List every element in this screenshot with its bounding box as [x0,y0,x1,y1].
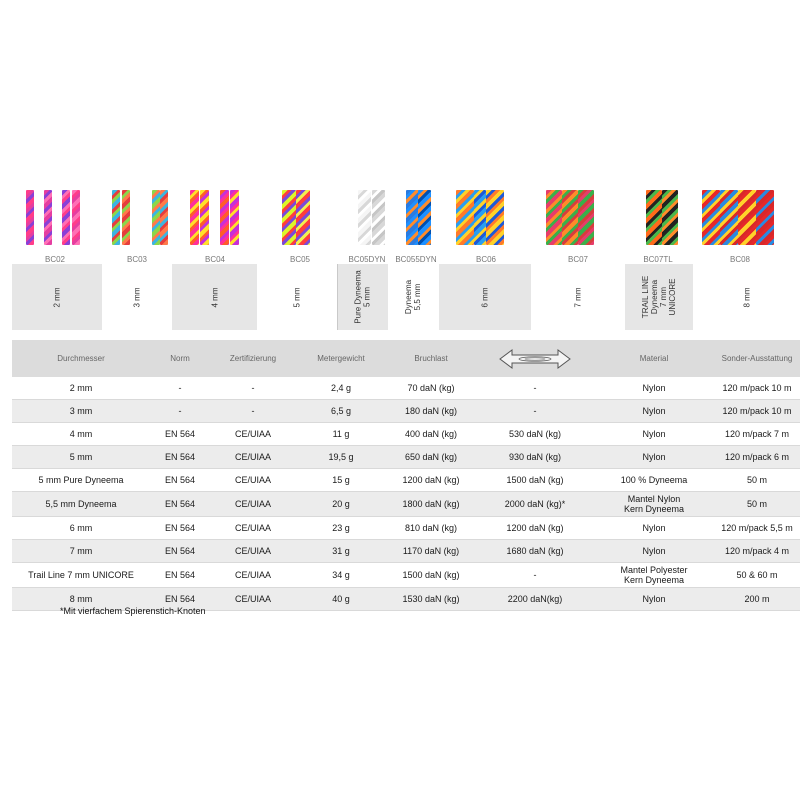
cell-durchmesser [12,446,150,469]
cell-bruchlast [386,563,476,588]
table-row [12,492,800,517]
cell-material [594,377,714,400]
rope-swatch-bc04-strand [220,190,229,245]
cell-text: 120 m/pack 7 m [724,429,790,439]
cell-text: CE/UIAA [234,570,271,580]
cell-text: 2200 daN(kg) [507,594,563,604]
cell-text: Nylon [642,429,666,439]
cell-text: Nylon [642,546,666,556]
cell-durchmesser [12,492,150,517]
cell-material [594,540,714,563]
cell-text: 50 m [746,499,767,509]
rope-swatch-bc08-strand [720,190,738,245]
rope-swatch-bc04-strand [190,190,199,245]
rope-swatch-bc08-strand [756,190,774,245]
cell-durchmesser [12,563,150,588]
cell-zertifizierung [210,423,296,446]
cell-knot-strength [476,400,594,423]
cell-text: 11 g [332,429,350,439]
rope-swatch-bc03-strand [160,190,168,245]
cell-durchmesser [12,469,150,492]
cell-durchmesser [12,517,150,540]
cell-bruchlast [386,469,476,492]
cell-metergewicht [296,446,386,469]
cell-metergewicht [296,469,386,492]
cell-text: 1170 daN (kg) [402,546,460,556]
cell-text: 6,5 g [330,406,352,416]
cell-text: CE/UIAA [234,475,271,485]
diameter-label: 3 mm [132,287,142,307]
cell-metergewicht [296,540,386,563]
cell-text: EN 564 [164,570,196,580]
diameter-label: 2 mm [52,287,62,307]
cell-text: 120 m/pack 5,5 m [721,523,793,533]
rope-swatch-bc04-strand [230,190,239,245]
diameter-label: TRAIL LINE Dyneema 7 mm UNICORE [640,275,677,319]
rope-swatches [0,190,800,245]
cell-text: 1500 daN (kg) [402,570,460,580]
rope-swatch-bc07-strand [578,190,594,245]
cell-sonder-ausstattung [714,563,800,588]
cell-text: Nylon [642,383,666,393]
cell-sonder-ausstattung [714,540,800,563]
cell-material [594,563,714,588]
cell-text: 100 % Dyneema [620,475,688,485]
cell-durchmesser [12,423,150,446]
cell-text: 120 m/pack 10 m [722,406,792,416]
cell-text: CE/UIAA [234,499,271,509]
cell-text: 2,4 g [330,383,352,393]
table-row [12,377,800,400]
cell-norm [150,540,210,563]
cell-text: 120 m/pack 4 m [724,546,790,556]
table-row [12,563,800,588]
cell-knot-strength [476,423,594,446]
double-arrow-knot-icon [498,348,572,370]
cell-knot-strength [476,446,594,469]
diameter-box [337,264,388,330]
header-sonder-ausstattung: Sonder-Ausstattung [714,340,800,377]
cell-text: Nylon [642,406,666,416]
cell-knot-strength [476,469,594,492]
cell-metergewicht [296,423,386,446]
cell-material [594,423,714,446]
diameter-box [257,264,337,330]
cell-text: 180 daN (kg) [404,406,458,416]
rope-code-label: BC03 [126,255,148,264]
table-row [12,446,800,469]
rope-swatch-bc07-strand [562,190,578,245]
cell-text: 1200 daN (kg) [402,475,460,485]
rope-swatch-bc04-strand [200,190,209,245]
diameter-box [531,264,625,330]
diameter-box [625,264,693,330]
rope-swatch-bc05dyn-strand [372,190,385,245]
cell-norm [150,517,210,540]
cell-sonder-ausstattung [714,423,800,446]
cell-bruchlast [386,423,476,446]
cell-text: 15 g [332,475,350,485]
rope-swatch-bc05-strand [296,190,310,245]
table-header-row [12,340,800,377]
cell-material [594,588,714,611]
cell-text: 930 daN (kg) [508,452,562,462]
cell-text: 1680 daN (kg) [506,546,564,556]
cell-text: 70 daN (kg) [407,383,455,393]
cell-text: Mantel Nylon Kern Dyneema [623,494,685,514]
cell-text: 40 g [332,594,350,604]
cell-sonder-ausstattung [714,400,800,423]
cell-durchmesser [12,377,150,400]
rope-code-label: BC02 [44,255,66,264]
header-durchmesser: Durchmesser [12,340,150,377]
cell-text: EN 564 [164,546,196,556]
cell-durchmesser [12,400,150,423]
diameter-label: 7 mm [573,287,583,307]
cell-text: 5 mm [69,452,93,462]
diameter-box [439,264,531,330]
cell-text: 23 g [332,523,350,533]
cell-text: 6 mm [69,523,93,533]
cell-sonder-ausstattung [714,469,800,492]
cell-sonder-ausstattung [714,446,800,469]
diameter-label: Pure Dyneema 5 mm [354,270,373,324]
cell-zertifizierung [210,400,296,423]
diameter-label: 6 mm [480,287,490,307]
cell-text: 810 daN (kg) [404,523,458,533]
cell-sonder-ausstattung [714,588,800,611]
cell-text: - [251,406,255,416]
header-knot-strength [476,340,594,377]
cell-text: 530 daN (kg) [508,429,562,439]
header-bruchlast: Bruchlast [386,340,476,377]
cell-norm [150,469,210,492]
rope-swatch-bc06-strand [456,190,474,245]
rope-code-label: BC05 [289,255,311,264]
diameter-label: 8 mm [742,287,751,307]
rope-swatch-bc03-strand [152,190,160,245]
rope-swatch-bc03-strand [122,190,130,245]
cell-knot-strength [476,492,594,517]
cell-text: CE/UIAA [234,452,271,462]
cell-text: EN 564 [164,499,196,509]
rope-code-label: BC06 [475,255,497,264]
cell-zertifizierung [210,492,296,517]
cell-text: - [178,383,182,393]
cell-text: EN 564 [164,594,196,604]
cell-text: - [251,383,255,393]
diameter-label: Dyneema 5,5 mm [404,279,422,315]
rope-swatch-bc03-strand [112,190,120,245]
cell-text: 50 & 60 m [736,570,778,580]
cell-text: 1800 daN (kg) [402,499,460,509]
cell-metergewicht [296,492,386,517]
cell-zertifizierung [210,469,296,492]
cell-text: 1200 daN (kg) [506,523,564,533]
rope-code-label: BC05DYN [348,255,386,264]
rope-swatch-bc02-strand [26,190,34,245]
rope-code-label: BC055DYN [395,255,437,264]
cell-material [594,517,714,540]
header-zertifizierung: Zertifizierung [210,340,296,377]
cell-durchmesser [12,540,150,563]
cell-text: 8 mm [69,594,93,604]
cell-text: CE/UIAA [234,546,271,556]
cell-text: 400 daN (kg) [404,429,458,439]
header-norm: Norm [150,340,210,377]
cell-knot-strength [476,563,594,588]
cell-sonder-ausstattung [714,517,800,540]
cell-material [594,400,714,423]
cell-text: Mantel Polyester Kern Dyneema [620,565,688,585]
cell-bruchlast [386,540,476,563]
diameter-box [102,264,172,330]
rope-swatch-bc06-strand [474,190,486,245]
cell-text: 20 g [332,499,350,509]
cell-material [594,446,714,469]
header-metergewicht: Metergewicht [296,340,386,377]
cell-bruchlast [386,517,476,540]
cell-text: Nylon [642,523,666,533]
cell-text: 31 g [332,546,350,556]
diameter-box [693,264,800,330]
cell-text: 1530 daN (kg) [402,594,460,604]
cell-metergewicht [296,400,386,423]
table-row [12,400,800,423]
cell-text: 2000 daN (kg)* [504,499,566,509]
cell-bruchlast [386,446,476,469]
cell-norm [150,563,210,588]
cell-sonder-ausstattung [714,492,800,517]
cell-text: EN 564 [164,475,196,485]
rope-code-label: BC07 [567,255,589,264]
cell-material [594,469,714,492]
rope-code-label: BC04 [204,255,226,264]
rope-swatch-bc05dyn-strand [358,190,371,245]
diameter-box [172,264,257,330]
cell-knot-strength [476,517,594,540]
header-material: Material [594,340,714,377]
cell-text: 34 g [332,570,350,580]
rope-swatch-bc07-strand [546,190,562,245]
cell-text: - [533,570,537,580]
cell-zertifizierung [210,540,296,563]
cell-knot-strength [476,540,594,563]
rope-swatch-bc07tl-strand [646,190,662,245]
cell-metergewicht [296,377,386,400]
cell-metergewicht [296,517,386,540]
cell-zertifizierung [210,517,296,540]
cell-text: EN 564 [164,429,196,439]
footnote: *Mit vierfachem Spierenstich-Knoten [60,606,206,616]
cell-zertifizierung [210,563,296,588]
cell-text: CE/UIAA [234,523,271,533]
diameter-label: 5 mm [292,287,302,307]
table-row [12,469,800,492]
cell-text: Nylon [642,452,666,462]
cell-norm [150,423,210,446]
cell-text: 19,5 g [328,452,354,462]
cell-knot-strength [476,588,594,611]
cell-text: 3 mm [69,406,93,416]
cell-text: Nylon [642,594,666,604]
cell-text: 5 mm Pure Dyneema [38,475,124,485]
cell-metergewicht [296,588,386,611]
cell-zertifizierung [210,446,296,469]
diameter-box [12,264,102,330]
cell-norm [150,446,210,469]
cell-text: - [178,406,182,416]
cell-text: EN 564 [164,452,196,462]
cell-bruchlast [386,377,476,400]
cell-text: 50 m [746,475,767,485]
cell-text: 7 mm [69,546,93,556]
cell-text: CE/UIAA [234,429,271,439]
rope-swatch-bc02-strand [72,190,80,245]
cell-norm [150,492,210,517]
table-row [12,423,800,446]
cell-material [594,492,714,517]
rope-swatch-bc05-strand [282,190,296,245]
cell-zertifizierung [210,377,296,400]
cell-text: 650 daN (kg) [404,452,458,462]
cell-text: - [533,406,537,416]
cell-bruchlast [386,400,476,423]
cell-sonder-ausstattung [714,377,800,400]
table-row [12,540,800,563]
cell-text: 4 mm [69,429,93,439]
cell-text: 120 m/pack 6 m [724,452,790,462]
cell-norm [150,400,210,423]
cell-text: 2 mm [69,383,93,393]
spec-table [12,340,800,611]
rope-code-label: BC08 [729,255,751,264]
cell-knot-strength [476,377,594,400]
rope-swatch-bc02-strand [44,190,52,245]
cell-text: 200 m [744,594,770,604]
cell-text: - [533,383,537,393]
cell-text: EN 564 [164,523,196,533]
cell-text: Trail Line 7 mm UNICORE [28,570,134,580]
diameter-box [387,264,439,330]
rope-swatch-bc08-strand [702,190,720,245]
cell-text: 5,5 mm Dyneema [45,499,117,509]
cell-norm [150,377,210,400]
cell-text: 1500 daN (kg) [506,475,564,485]
rope-swatch-bc07tl-strand [662,190,678,245]
cell-zertifizierung [210,588,296,611]
diameter-label: 4 mm [210,287,219,307]
rope-code-label: BC07TL [643,255,673,264]
cell-bruchlast [386,492,476,517]
cell-metergewicht [296,563,386,588]
rope-swatch-bc055dyn-strand [418,190,431,245]
cell-bruchlast [386,588,476,611]
rope-swatch-bc06-strand [486,190,504,245]
cell-text: CE/UIAA [234,594,271,604]
rope-swatch-bc02-strand [62,190,70,245]
rope-swatch-bc08-strand [738,190,756,245]
table-row [12,517,800,540]
cell-text: 120 m/pack 10 m [722,383,792,393]
